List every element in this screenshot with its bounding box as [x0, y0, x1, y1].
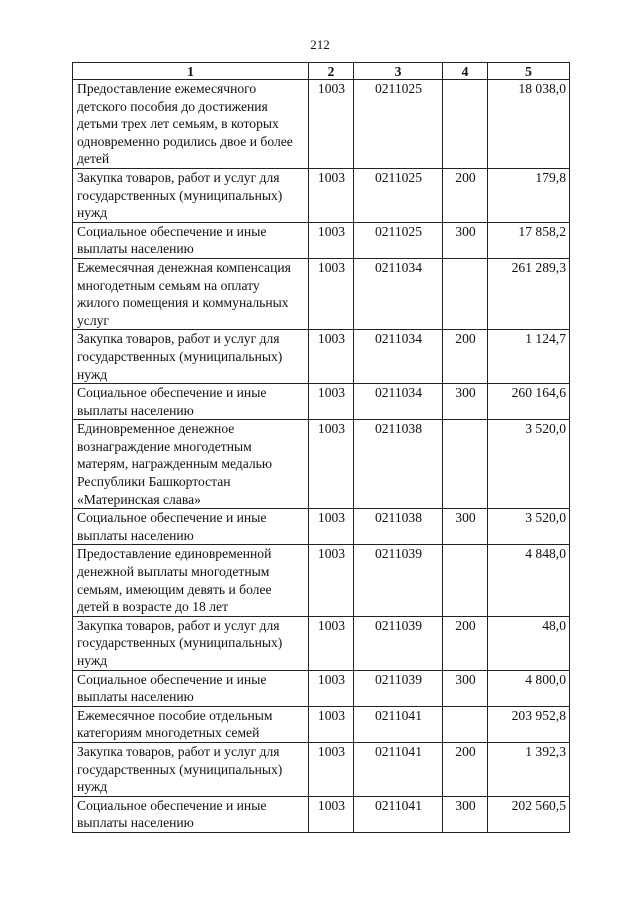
budget-table [72, 62, 570, 833]
row-name: Закупка товаров, работ и услуг для государственных (муниципальных) нужд [73, 616, 309, 670]
row-target: 0211039 [354, 545, 443, 616]
row-section: 1003 [309, 706, 354, 742]
table-row [73, 80, 570, 169]
table-row [73, 545, 570, 616]
row-name: Социальное обеспечение и иные выплаты населению [73, 509, 309, 545]
row-amount: 4 848,0 [488, 545, 570, 616]
row-type [443, 545, 488, 616]
row-type: 300 [443, 796, 488, 832]
row-target: 0211038 [354, 509, 443, 545]
row-target: 0211038 [354, 420, 443, 509]
row-target: 0211025 [354, 80, 443, 169]
row-section: 1003 [309, 670, 354, 706]
row-type: 300 [443, 384, 488, 420]
row-target: 0211025 [354, 168, 443, 222]
table-row [73, 670, 570, 706]
row-amount: 3 520,0 [488, 509, 570, 545]
row-section: 1003 [309, 222, 354, 258]
row-name: Ежемесячное пособие отдельным категориям многодетных семей [73, 706, 309, 742]
row-type: 200 [443, 742, 488, 796]
row-amount: 1 124,7 [488, 330, 570, 384]
row-type: 200 [443, 616, 488, 670]
row-type [443, 258, 488, 329]
table-row [73, 222, 570, 258]
row-amount: 18 038,0 [488, 80, 570, 169]
row-amount: 4 800,0 [488, 670, 570, 706]
row-name: Социальное обеспечение и иные выплаты населению [73, 670, 309, 706]
row-name: Закупка товаров, работ и услуг для государственных (муниципальных) нужд [73, 742, 309, 796]
row-section: 1003 [309, 509, 354, 545]
row-name: Предоставление единовременной денежной выплаты многодетным семьям, имеющим девять и более детей в возрасте до 18 лет [73, 545, 309, 616]
row-name: Закупка товаров, работ и услуг для государственных (муниципальных) нужд [73, 330, 309, 384]
row-target: 0211039 [354, 670, 443, 706]
row-type: 200 [443, 330, 488, 384]
row-section: 1003 [309, 616, 354, 670]
table-header-row [73, 63, 570, 80]
row-amount: 48,0 [488, 616, 570, 670]
table-row [73, 796, 570, 832]
row-type: 300 [443, 509, 488, 545]
row-target: 0211041 [354, 706, 443, 742]
row-name: Социальное обеспечение и иные выплаты населению [73, 384, 309, 420]
row-section: 1003 [309, 384, 354, 420]
table-row [73, 258, 570, 329]
row-type [443, 706, 488, 742]
row-type: 300 [443, 222, 488, 258]
row-name: Предоставление ежемесячного детского пособия до достижения детьми трех лет семьям, в которых одновременно родились двое и более детей [73, 80, 309, 169]
row-section: 1003 [309, 168, 354, 222]
row-target: 0211041 [354, 796, 443, 832]
row-section: 1003 [309, 330, 354, 384]
row-amount: 179,8 [488, 168, 570, 222]
table-row [73, 168, 570, 222]
row-amount: 203 952,8 [488, 706, 570, 742]
row-amount: 202 560,5 [488, 796, 570, 832]
row-target: 0211034 [354, 330, 443, 384]
row-section: 1003 [309, 742, 354, 796]
table-row [73, 330, 570, 384]
table-row [73, 420, 570, 509]
table-row [73, 509, 570, 545]
row-target: 0211041 [354, 742, 443, 796]
row-target: 0211034 [354, 258, 443, 329]
column-header-target: 3 [354, 63, 443, 80]
column-header-name: 1 [73, 63, 309, 80]
row-name: Социальное обеспечение и иные выплаты населению [73, 796, 309, 832]
row-amount: 260 164,6 [488, 384, 570, 420]
row-type [443, 80, 488, 169]
table-row [73, 706, 570, 742]
row-type: 300 [443, 670, 488, 706]
row-section: 1003 [309, 796, 354, 832]
row-section: 1003 [309, 420, 354, 509]
row-amount: 261 289,3 [488, 258, 570, 329]
row-type: 200 [443, 168, 488, 222]
row-target: 0211025 [354, 222, 443, 258]
row-type [443, 420, 488, 509]
column-header-section: 2 [309, 63, 354, 80]
row-target: 0211034 [354, 384, 443, 420]
table-row [73, 616, 570, 670]
row-amount: 3 520,0 [488, 420, 570, 509]
table-row [73, 384, 570, 420]
row-name: Социальное обеспечение и иные выплаты населению [73, 222, 309, 258]
row-name: Ежемесячная денежная компенсация многодетным семьям на оплату жилого помещения и коммунальных услуг [73, 258, 309, 329]
row-section: 1003 [309, 545, 354, 616]
row-name: Единовременное денежное вознаграждение многодетным матерям, награжденным медалью Республики Башкортостан «Материнская слава» [73, 420, 309, 509]
row-section: 1003 [309, 258, 354, 329]
row-target: 0211039 [354, 616, 443, 670]
column-header-amount: 5 [488, 63, 570, 80]
row-amount: 1 392,3 [488, 742, 570, 796]
column-header-type: 4 [443, 63, 488, 80]
row-amount: 17 858,2 [488, 222, 570, 258]
row-name: Закупка товаров, работ и услуг для государственных (муниципальных) нужд [73, 168, 309, 222]
page-number: 212 [310, 37, 330, 52]
row-section: 1003 [309, 80, 354, 169]
table-row [73, 742, 570, 796]
